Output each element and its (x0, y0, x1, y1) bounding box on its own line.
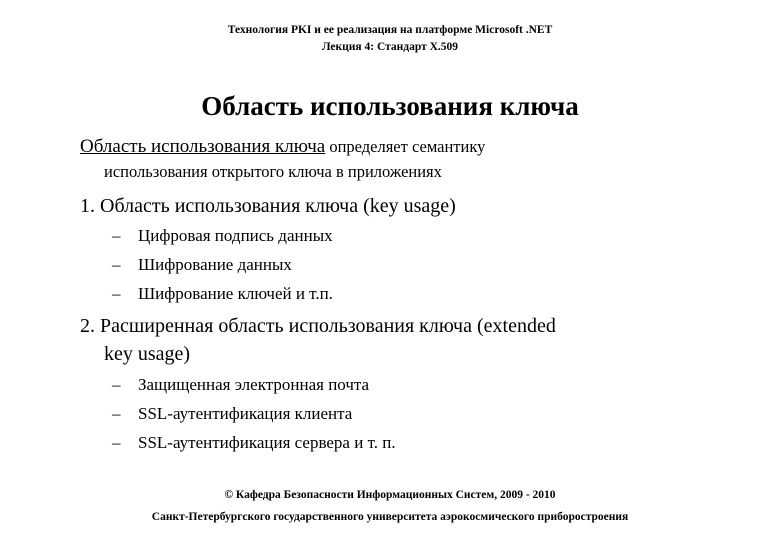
list-item (112, 250, 333, 279)
key-usage-list (112, 221, 333, 308)
slide-title: Область использования ключа (201, 91, 579, 121)
bullet-dash: – (112, 433, 121, 452)
list-item (112, 279, 333, 308)
header-lecture-title: Лекция 4: Стандарт X.509 (321, 41, 459, 53)
intro-text-line2: использования открытого ключа в приложениях (104, 162, 442, 181)
list-item (112, 221, 333, 250)
bullet-dash: – (112, 375, 121, 394)
footer-university: Санкт-Петербургского государственного университета аэрокосмического приборостроения (151, 511, 629, 523)
bullet-dash: – (112, 404, 121, 423)
section-heading-continuation: key usage) (104, 343, 191, 365)
bullet-dash: – (112, 255, 121, 274)
list-item-label: SSL-аутентификация сервера и т. п. (138, 433, 396, 452)
list-item (112, 428, 396, 457)
list-item (112, 370, 396, 399)
bullet-dash: – (112, 284, 121, 303)
section-extended-key-usage (80, 312, 740, 368)
intro-text-line1: определяет семантику (325, 137, 486, 156)
list-item-label: Шифрование ключей и т.п. (138, 284, 333, 303)
section-key-usage (80, 192, 740, 220)
list-item-label: Цифровая подпись данных (138, 226, 333, 245)
header-course-title: Технология PKI и ее реализация на платформе Microsoft .NET (227, 24, 553, 36)
slide-footer (0, 484, 780, 528)
intro-paragraph (80, 134, 740, 184)
list-item-label: Шифрование данных (138, 255, 292, 274)
extended-key-usage-list (112, 370, 396, 457)
bullet-dash: – (112, 226, 121, 245)
footer-department: © Кафедра Безопасности Информационных Систем, 2009 - 2010 (224, 489, 556, 501)
intro-term: Область использования ключа (80, 136, 326, 157)
list-item (112, 399, 396, 428)
section-heading: 1. Область использования ключа (key usage) (80, 195, 456, 217)
list-item-label: Защищенная электронная почта (138, 375, 370, 394)
slide-header (0, 22, 780, 56)
section-heading: 2. Расширенная область использования ключа (extended (80, 315, 556, 337)
list-item-label: SSL-аутентификация клиента (138, 404, 353, 423)
